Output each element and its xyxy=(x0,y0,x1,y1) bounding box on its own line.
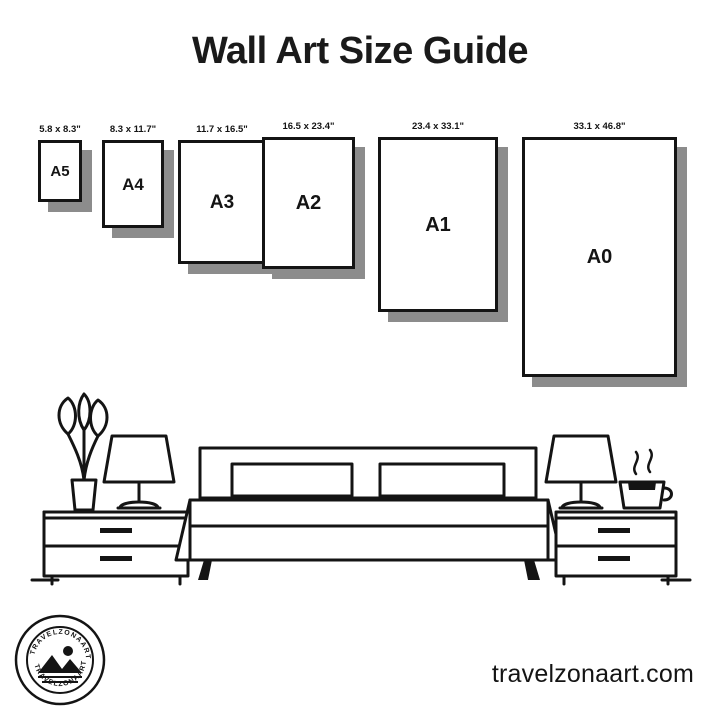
frame-outline xyxy=(262,137,355,269)
logo-arc-text-top: TRAVELZONAART xyxy=(29,628,92,661)
frame-outline xyxy=(178,140,266,264)
right-table-lamp xyxy=(546,436,616,508)
frame-label: A5 xyxy=(50,162,70,180)
frame-size-a0 xyxy=(522,121,687,387)
left-nightstand xyxy=(44,512,188,584)
right-nightstand xyxy=(556,512,676,584)
frame-dimensions-label: 5.8 x 8.3" xyxy=(39,124,81,135)
frame-outline xyxy=(378,137,498,312)
frame-label: A3 xyxy=(209,191,235,213)
frame-outline xyxy=(522,137,677,377)
brand-logo xyxy=(14,614,106,706)
frame-size-a5 xyxy=(38,124,92,212)
frame-label: A4 xyxy=(122,174,144,194)
left-table-lamp xyxy=(104,436,174,508)
frame-outline xyxy=(102,140,164,228)
website-url: travelzonaart.com xyxy=(491,660,694,688)
page-title: Wall Art Size Guide xyxy=(191,30,529,72)
frame-label: A2 xyxy=(295,192,322,214)
frame-label: A0 xyxy=(586,246,613,268)
frame-dimensions-label: 16.5 x 23.4" xyxy=(282,121,335,132)
frame-dimensions-label: 23.4 x 33.1" xyxy=(411,121,465,132)
frame-size-a2 xyxy=(262,121,365,279)
frame-dimensions-label: 33.1 x 46.8" xyxy=(573,121,626,132)
frame-label: A1 xyxy=(425,213,451,236)
bedroom-scene-illustration xyxy=(0,372,720,612)
left-plant-vase xyxy=(59,394,107,510)
frame-dimensions-label: 8.3 x 11.7" xyxy=(109,124,157,135)
bed xyxy=(176,448,562,580)
frame-size-a4 xyxy=(102,124,174,238)
logo-arc-text-bottom: TRAVELZONAART xyxy=(32,659,89,689)
frame-outline xyxy=(38,140,82,202)
coffee-cup xyxy=(620,450,672,508)
frame-size-a1 xyxy=(378,121,508,322)
frame-dimensions-label: 11.7 x 16.5" xyxy=(196,124,248,135)
